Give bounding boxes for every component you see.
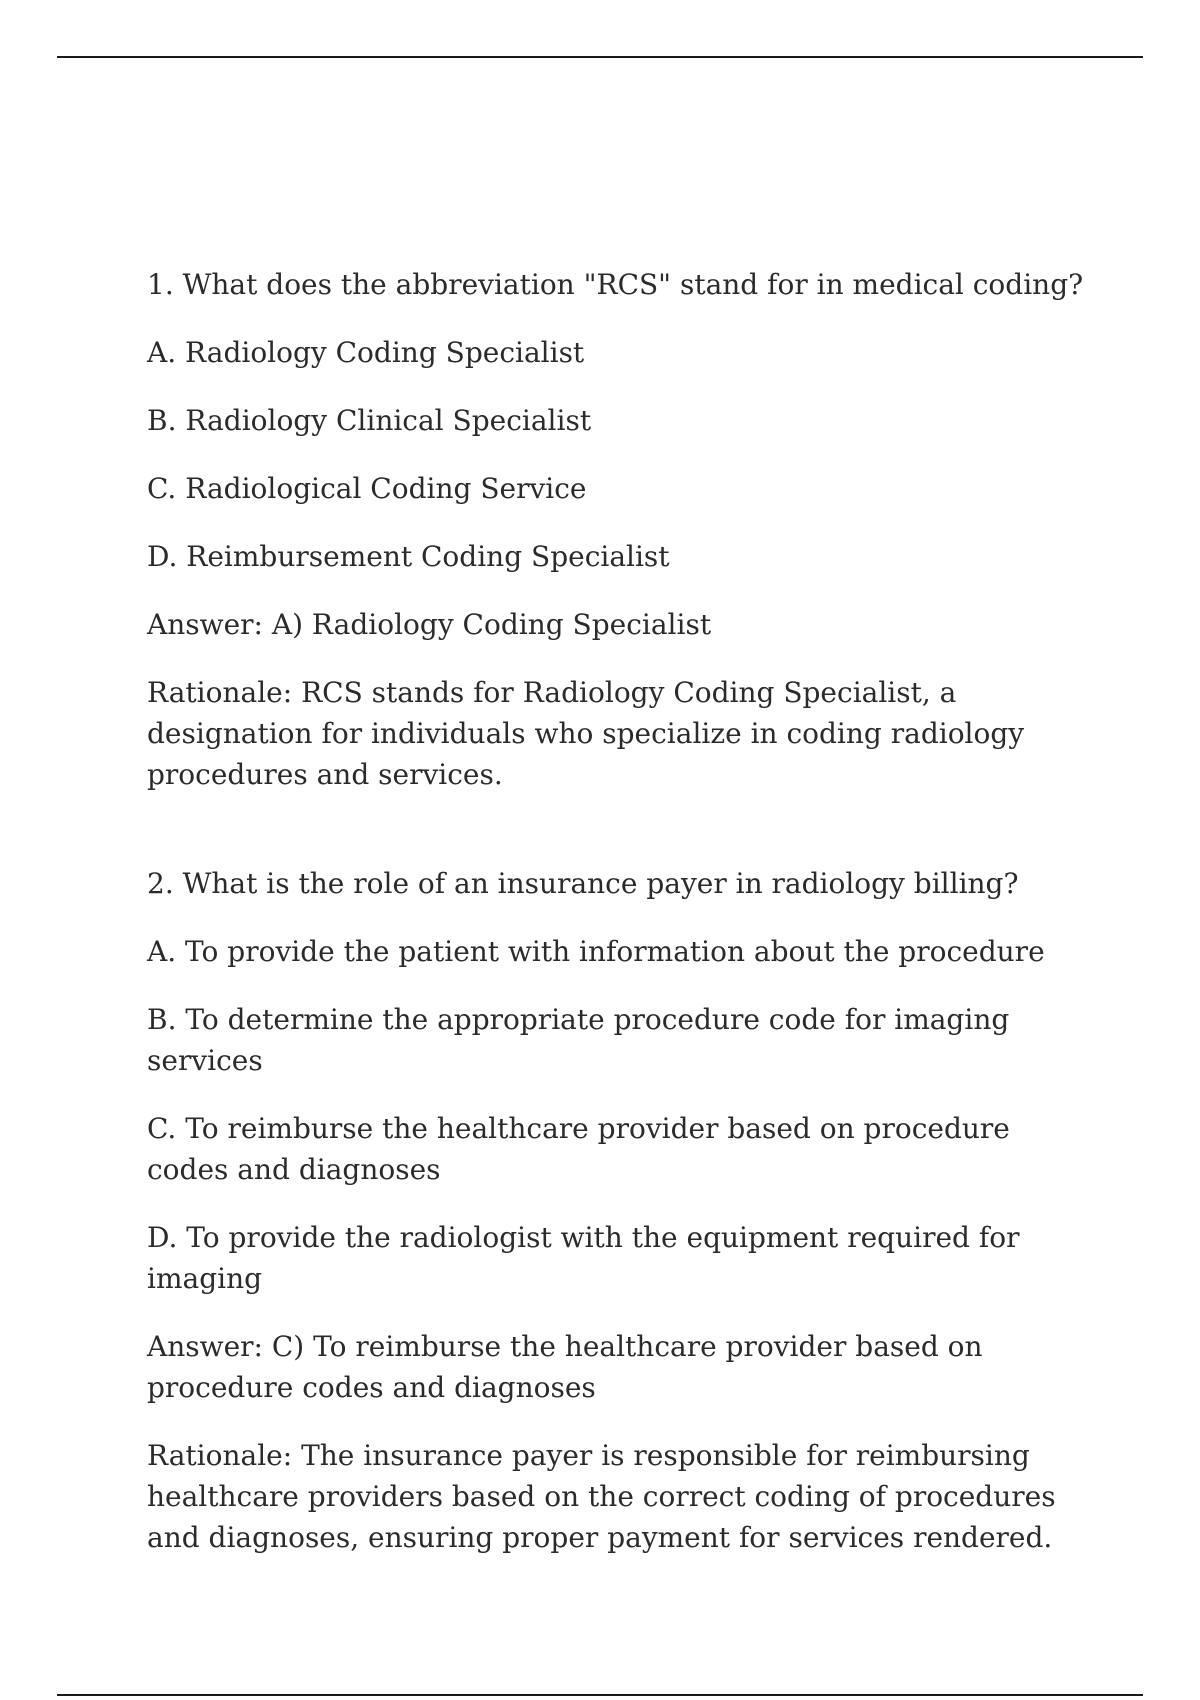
question-block-2	[147, 863, 1087, 1558]
option-d: D. To provide the radiologist with the equipment required for imaging	[147, 1221, 1020, 1295]
question-text: 1. What does the abbreviation "RCS" stand for in medical coding?	[147, 268, 1084, 301]
footer-rule	[57, 1694, 1143, 1696]
option-b: B. Radiology Clinical Specialist	[147, 404, 592, 437]
header-rule	[57, 56, 1143, 58]
option-a: A. Radiology Coding Specialist	[147, 336, 585, 369]
option-c: C. To reimburse the healthcare provider based on procedure codes and diagnoses	[147, 1112, 1010, 1186]
option-d: D. Reimbursement Coding Specialist	[147, 540, 670, 573]
document-body	[147, 264, 1087, 1558]
option-a: A. To provide the patient with information about the procedure	[147, 935, 1045, 968]
option-b: B. To determine the appropriate procedure code for imaging services	[147, 1003, 1010, 1077]
answer-text: Answer: A) Radiology Coding Specialist	[147, 608, 712, 641]
rationale-text: Rationale: RCS stands for Radiology Coding Specialist, a designation for individuals who specialize in coding radiology procedures and services.	[147, 676, 1025, 791]
question-block-1	[147, 264, 1087, 795]
answer-text: Answer: C) To reimburse the healthcare provider based on procedure codes and diagnoses	[147, 1330, 983, 1404]
option-c: C. Radiological Coding Service	[147, 472, 587, 505]
rationale-text: Rationale: The insurance payer is responsible for reimbursing healthcare providers based on the correct coding of procedures and diagnoses, ensuring proper payment for services rendered.	[147, 1439, 1056, 1554]
question-text: 2. What is the role of an insurance payer in radiology billing?	[147, 867, 1019, 900]
